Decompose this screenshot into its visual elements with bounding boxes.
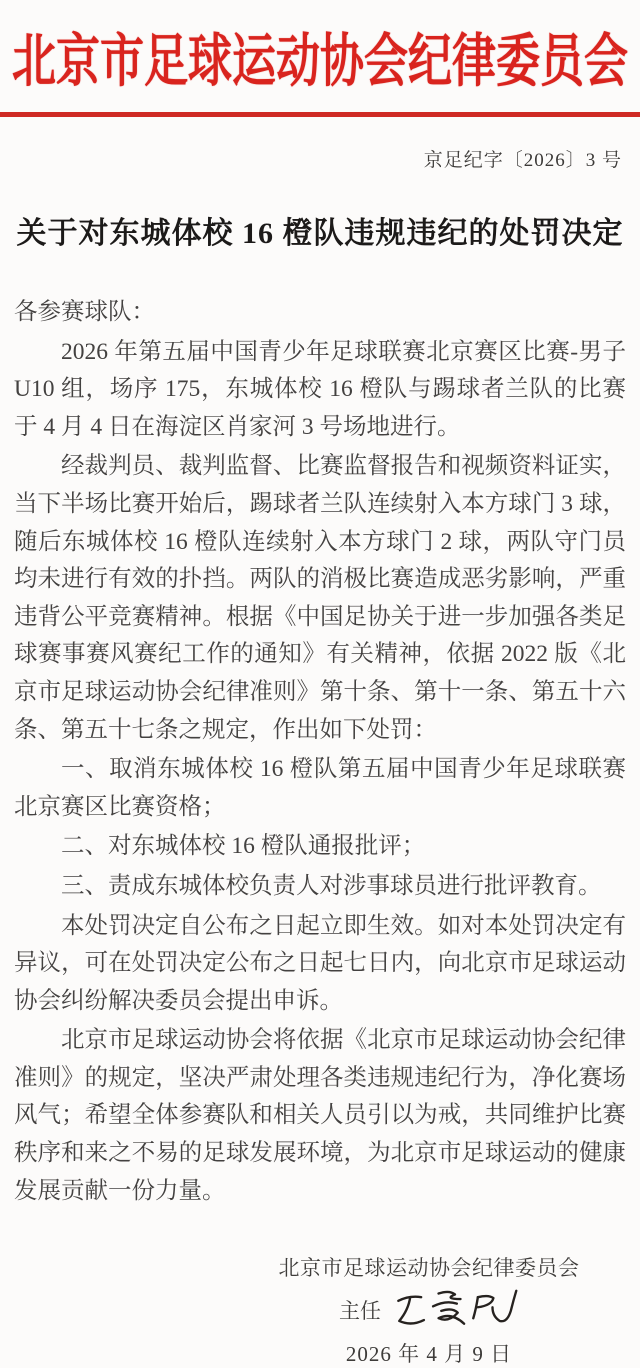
document-body bbox=[14, 294, 626, 1210]
signer-role-label: 主任 bbox=[339, 1299, 381, 1324]
red-letterhead bbox=[0, 0, 640, 112]
signoff-signer-row bbox=[274, 1284, 584, 1336]
signoff-organization: 北京市足球运动协会纪律委员会 bbox=[278, 1256, 580, 1281]
document-number: 京足纪字〔2026〕3 号 bbox=[423, 150, 622, 171]
salutation: 各参赛球队： bbox=[14, 299, 155, 325]
signature-scribble-icon bbox=[391, 1286, 519, 1334]
signoff-block bbox=[274, 1252, 584, 1368]
paragraph-closing: 北京市足球运动协会将依据《北京市足球运动协会纪律准则》的规定，坚决严肃处理各类违规违纪行为，净化赛场风气；希望全体参赛队和相关人员引以为戒，共同维护比赛秩序和来之不易的足球发展环境，为北京市足球运动的健康发展贡献一份力量。 bbox=[14, 1027, 626, 1204]
paragraph-penalty-3: 三、责成东城体校负责人对涉事球员进行批评教育。 bbox=[61, 872, 602, 899]
paragraph-match-info: 2026 年第五届中国青少年足球联赛北京赛区比赛-男子 U10 组，场序 175，东城体校 16 橙队与踢球者兰队的比赛于 4 月 4 日在海淀区肖家河 3 号场地进行。 bbox=[14, 338, 626, 440]
paragraph-penalty-2: 二、对东城体校 16 橙队通报批评； bbox=[61, 833, 426, 860]
paragraph-penalty-1: 一、取消东城体校 16 橙队第五届中国青少年足球联赛北京赛区比赛资格； bbox=[14, 756, 626, 820]
document-title: 关于对东城体校 16 橙队违规违纪的处罚决定 bbox=[16, 217, 624, 250]
paragraph-findings: 经裁判员、裁判监督、比赛监督报告和视频资料证实，当下半场比赛开始后，踢球者兰队连续射入本方球门 3 球，随后东城体校 16 橙队连续射入本方球门 2 球，两队守门员均未进行有效的扑挡。两队的消极比赛造成恶劣影响，严重违背公平竞赛精神。根据《中国足协关于进一步加强各类足球赛事赛风赛纪工作的通知》有关精神，依据 2022 版《北京市足球运动协会纪律准则》第十条、第十一条、第五十六条、第五十七条之规定，作出如下处罚： bbox=[14, 453, 626, 743]
paragraph-effective-appeal: 本处罚决定自公布之日起立即生效。如对本处罚决定有异议，可在处罚决定公布之日起七日内，向北京市足球运动协会纠纷解决委员会提出申诉。 bbox=[14, 912, 626, 1014]
signoff-date: 2026 年 4 月 9 日 bbox=[345, 1342, 513, 1367]
issuer-title: 北京市足球运动协会纪律委员会 bbox=[12, 30, 628, 94]
handwritten-signature bbox=[391, 1286, 519, 1334]
